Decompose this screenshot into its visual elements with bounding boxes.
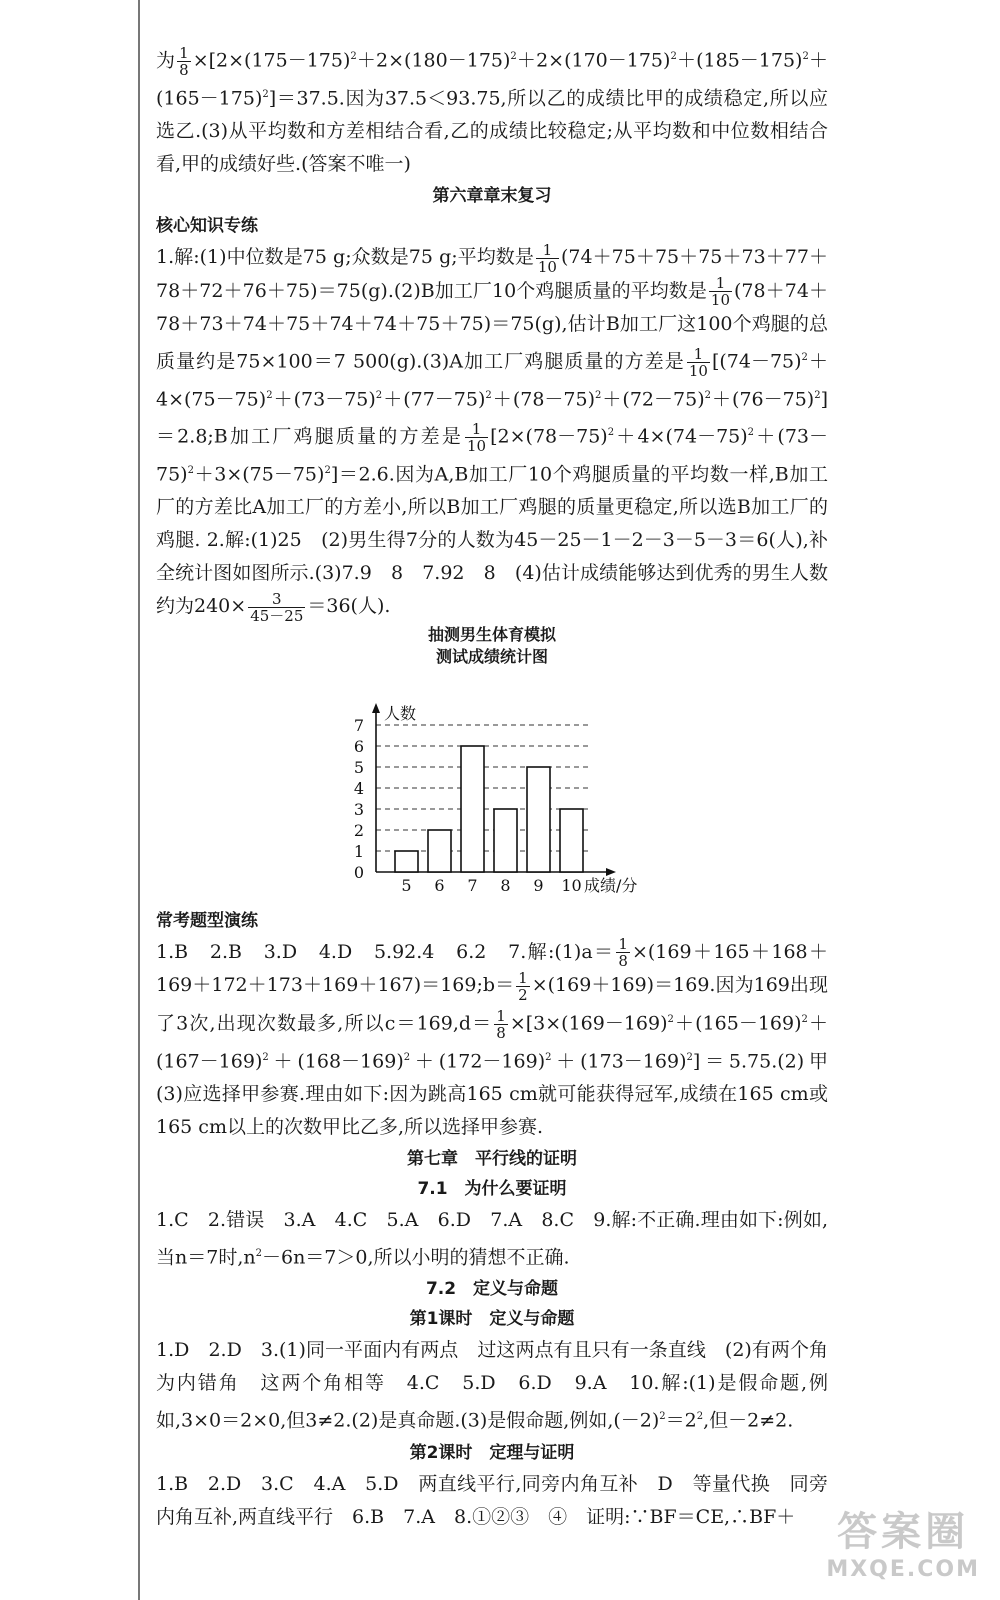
lesson2-answers: 1.B 2.D 3.C 4.A 5.D 两直线平行,同旁内角互补 D 等量代换 同旁内角互补,两直线平行 6.B 7.A 8.①②③ ④ 证明:∵BF＝CE,∴BF＋ xyxy=(156,1472,828,1528)
section-core-practice: 核心知识专练 xyxy=(156,216,258,237)
fraction-1-10: $\frac{1}{10}$ xyxy=(537,240,557,276)
section-common-questions: 常考题型演练 xyxy=(156,910,258,931)
x-tick-label: 10 xyxy=(561,875,582,895)
bar xyxy=(461,746,484,872)
y-tick-label: 2 xyxy=(353,820,364,840)
common-questions: 1.B 2.B 3.D 4.D 5.92.4 6.2 7.解:(1)a＝ $\frac{1}{8}$ ×(169＋165＋168＋169＋172＋173＋169＋167)＝169;b＝ $\frac{1}{2}$ ×(169＋169)＝169.因为169出现了3次,出现次数最多,所以c＝169,d＝ $\frac{1}{8}$ $\times[3\times(169-169)^2+(165-169)^2+(167-169)^2+(168-169)^2+(172-169)^2+(173-169)^2]=5.75.(2)$甲 (3)应选择甲参赛.理由如下:因为跳高165 cm就可能获得冠军,成绩在165 cm或165 cm以上的次数甲比乙多,所以选择甲参赛. xyxy=(156,935,848,1139)
lesson1-answers: 1.D 2.D 3.(1)同一平面内有两点 过这两点有且只有一条直线 (2)有两个角为内错角 这两个角相等 4.C 5.D 6.D 9.A 10.解:(1)是假命题,例如,3×0＝2×0,但3≠2.(2)是真命题.(3)是假命题,例如$,(-2)^2=2^2$,但－2≠2. xyxy=(156,1339,828,1432)
bar xyxy=(494,809,517,872)
bar xyxy=(527,767,550,872)
bar xyxy=(428,830,451,872)
x-tick-label: 5 xyxy=(401,875,412,895)
chapter7-title: 第七章 平行线的证明 xyxy=(407,1149,577,1170)
fraction-1-10: $\frac{1}{10}$ xyxy=(688,344,708,380)
lesson2-title: 第2课时 定理与证明 xyxy=(409,1442,575,1463)
fraction-1-8: $\frac{1}{8}$ xyxy=(179,43,189,79)
fraction-1-10: $\frac{1}{10}$ xyxy=(710,274,731,310)
x-axis-label: 成绩/分 xyxy=(584,875,638,895)
fraction-1-2: $\frac{1}{2}$ xyxy=(518,968,528,1004)
bar-chart-svg xyxy=(156,674,828,896)
y-axis-arrow xyxy=(372,703,380,713)
y-tick-label: 0 xyxy=(353,862,364,882)
section-7-1-title: 7.1 为什么要证明 xyxy=(417,1179,567,1200)
bar xyxy=(395,851,418,872)
lesson1-title: 第1课时 定义与命题 xyxy=(409,1309,575,1330)
x-tick-label: 6 xyxy=(434,875,445,895)
section-7-2-title: 7.2 定义与命题 xyxy=(425,1279,559,1300)
section-7-1-answers: 1.C 2.错误 3.A 4.C 5.A 6.D 7.A 8.C 9.解:不正确.理由如下:例如,当n＝7时$,n^2-6n=7>0$,所以小明的猜想不正确. xyxy=(156,1209,828,1269)
y-tick-label: 5 xyxy=(353,757,364,777)
y-tick-label: 7 xyxy=(353,715,364,735)
fraction-1-8: $\frac{1}{8}$ xyxy=(618,935,628,971)
question-1: 1.解:(1)中位数是75 g;众数是75 g;平均数是 $\frac{1}{10}$ (74＋75＋75＋75＋73＋77＋78＋72＋76＋75)＝75(g).(2)B加工厂10个鸡腿质量的平均数是 $\frac{1}{10}$ (78＋74＋78＋73＋74＋75＋74＋74＋75＋75)＝75(g),估计B加工厂这100个鸡腿的总质量约是75×100＝7 500(g).(3)A加工厂鸡腿质量的方差是 $\frac{1}{10}$ $[(74-75)^2+4\times(75-75)^2+(73-75)^2+(77-75)^2+(78-75)^2+(72-75)^2+(76-75)^2]=2.8;B$加工厂鸡腿质量的方差是 $\frac{1}{10}$ $[2\times(78-75)^2+4\times(74-75)^2+(73-75)^2+3\times(75-75)^2]=2.6$.因为A,B加工厂10个鸡腿质量的平均数一样,B加工厂的方差比A加工厂的方差小,所以B加工厂鸡腿的质量更稳定,所以选B加工厂的鸡腿. 2.解:(1)25 (2)男生得7分的人数为45－25－1－2－3－5－3＝6(人),补全统计图如图所示.(3)7.9 8 7.92 8 (4)估计成绩能够达到优秀的男生人数约为240× $\frac{3}{45-25}$ ＝36(人). xyxy=(156,240,829,625)
bar-chart xyxy=(156,674,828,896)
y-axis-label: 人数 xyxy=(384,703,417,723)
x-tick-label: 9 xyxy=(533,875,544,895)
fraction-3-20: $\frac{3}{45-25}$ xyxy=(250,589,304,625)
x-axis-arrow xyxy=(606,868,616,876)
fraction-1-8: $\frac{1}{8}$ xyxy=(496,1006,506,1042)
chart-title-line2: 测试成绩统计图 xyxy=(435,646,548,666)
chapter6-title: 第六章章末复习 xyxy=(432,186,552,207)
x-tick-label: 7 xyxy=(467,875,478,895)
y-tick-label: 6 xyxy=(353,736,364,756)
y-tick-label: 4 xyxy=(353,778,364,798)
x-tick-label: 8 xyxy=(500,875,511,895)
y-tick-label: 3 xyxy=(353,799,364,819)
question-2: 2.解:(1)25 (2)男生得7分的人数为45－25－1－2－3－5－3＝6(人),补全统计图如图所示.(3)7.9 8 7.92 8 (4)估计成绩能够达到优秀的男生人数约为240× $\frac{3}{45-25}$ ＝36(人). xyxy=(156,529,828,625)
y-tick-label: 1 xyxy=(353,841,364,861)
fraction-1-10: $\frac{1}{10}$ xyxy=(467,420,487,456)
page-rule xyxy=(138,0,140,1600)
watermark-logo: 答案圈 MXQE.COM xyxy=(826,1509,980,1582)
bar xyxy=(560,809,583,872)
paragraph-variance: 为 $\frac{1}{8}$ $\times[2\times(175-175)^2+2\times(180-175)^2+2\times(170-175)^2+(185-175)^2+(165-175)^2]=37.5$.因为37.5＜93.75,所以乙的成绩比甲的成绩稳定,所以应选乙.(3)从平均数和方差相结合看,乙的成绩比较稳定;从平均数和中位数相结合看,甲的成绩好些.(答案不唯一) xyxy=(156,43,828,176)
chart-title-line1: 抽测男生体育模拟 xyxy=(427,624,556,644)
answer-column xyxy=(156,40,848,1534)
